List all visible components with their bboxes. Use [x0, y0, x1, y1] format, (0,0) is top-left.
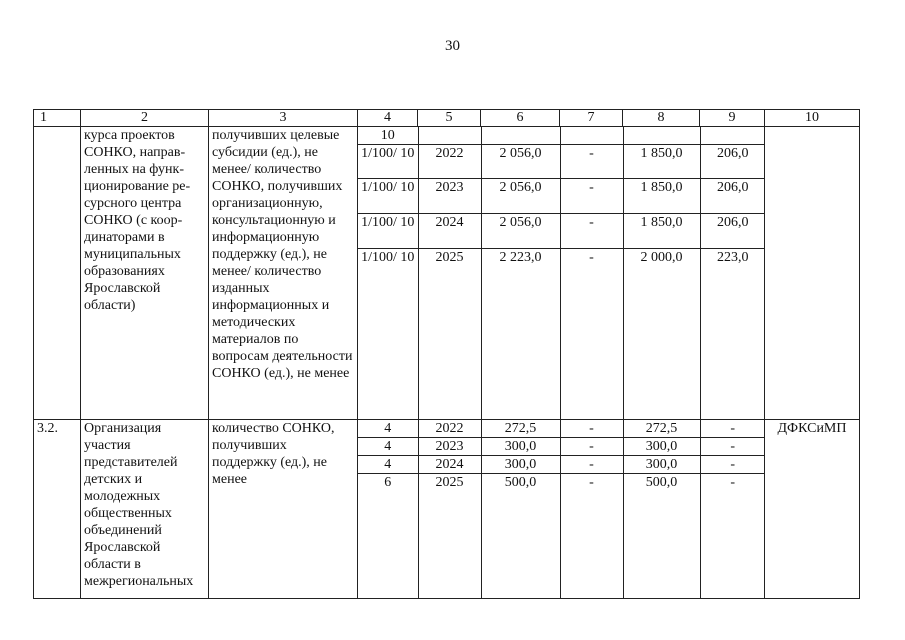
value-cell: 4 [358, 420, 418, 438]
value-cell: 2022 [418, 145, 481, 179]
sub-row [358, 438, 765, 456]
value-cell: 300,0 [481, 456, 560, 474]
value-cell [560, 127, 623, 145]
value-cell: 2 056,0 [481, 145, 560, 179]
program-table [33, 109, 860, 599]
value-cell: 272,5 [623, 420, 700, 438]
value-cell: - [560, 179, 623, 214]
header-cell: 4 [358, 110, 418, 127]
value-cell: 300,0 [481, 438, 560, 456]
value-cell: 4 [358, 456, 418, 474]
header-cell: 2 [81, 110, 209, 127]
value-cell: - [560, 420, 623, 438]
value-cell: 6 [358, 474, 418, 599]
value-cell: 1/100/ 10 [358, 214, 418, 249]
indicator-cell: количество СОНКО, получивших поддержку (ед.), не менее [209, 420, 358, 599]
sub-row [358, 420, 765, 438]
header-cell: 10 [765, 110, 860, 127]
value-cell: - [560, 214, 623, 249]
value-cell: - [700, 474, 765, 599]
sub-row [358, 127, 765, 145]
measure-name-cell: Организация участия представителей детских и молодежных общественных объединений Ярославской области в межрегиональных [81, 420, 209, 599]
value-cell: - [700, 438, 765, 456]
value-cell: - [560, 249, 623, 420]
value-cell: 10 [358, 127, 418, 145]
sub-row [358, 214, 765, 249]
value-cell: 1/100/ 10 [358, 145, 418, 179]
value-cell: - [560, 456, 623, 474]
value-cell: 1/100/ 10 [358, 249, 418, 420]
value-cell: 2024 [418, 456, 481, 474]
sub-row [358, 474, 765, 599]
value-cell [623, 127, 700, 145]
table-row [34, 127, 860, 420]
value-cell: 300,0 [623, 438, 700, 456]
executor-cell [765, 127, 860, 420]
header-cell: 5 [418, 110, 481, 127]
value-cell [700, 127, 765, 145]
header-cell: 6 [481, 110, 560, 127]
value-cell: 2023 [418, 179, 481, 214]
subrows-table [358, 420, 765, 598]
value-cell: 2 223,0 [481, 249, 560, 420]
value-cell: 2022 [418, 420, 481, 438]
value-cell: - [560, 145, 623, 179]
value-cell: 500,0 [481, 474, 560, 599]
value-cell: 2023 [418, 438, 481, 456]
value-cell: - [560, 474, 623, 599]
value-cell: 500,0 [623, 474, 700, 599]
header-cell: 8 [623, 110, 700, 127]
value-cell: 2025 [418, 249, 481, 420]
value-cell [481, 127, 560, 145]
value-cell: 206,0 [700, 179, 765, 214]
sub-row [358, 249, 765, 420]
value-cell: 1/100/ 10 [358, 179, 418, 214]
value-cell: 4 [358, 438, 418, 456]
value-cell: - [560, 438, 623, 456]
value-cell: 1 850,0 [623, 179, 700, 214]
page-number: 30 [445, 38, 460, 54]
value-cell: 2025 [418, 474, 481, 599]
row-number-cell [34, 127, 81, 420]
value-cell [418, 127, 481, 145]
value-cell: 206,0 [700, 214, 765, 249]
row-number-cell: 3.2. [34, 420, 81, 599]
header-cell: 3 [209, 110, 358, 127]
subrows-table [358, 127, 765, 419]
sub-row [358, 145, 765, 179]
header-cell: 1 [34, 110, 81, 127]
measure-name-cell: курса проектов СОНКО, направ-ленных на функ-ционирование ре-сурсного центра СОНКО (с коор-динаторами в муниципальных образованиях Ярославской области) [81, 127, 209, 420]
value-cell: 1 850,0 [623, 214, 700, 249]
value-cell: 2024 [418, 214, 481, 249]
value-cell: 2 056,0 [481, 214, 560, 249]
table-row [34, 420, 860, 599]
executor-cell: ДФКСиМП [765, 420, 860, 599]
sub-row [358, 179, 765, 214]
value-cell: - [700, 456, 765, 474]
value-cell: - [700, 420, 765, 438]
value-cell: 223,0 [700, 249, 765, 420]
value-cell: 206,0 [700, 145, 765, 179]
header-cell: 7 [560, 110, 623, 127]
value-cell: 1 850,0 [623, 145, 700, 179]
header-cell: 9 [700, 110, 765, 127]
value-cell: 300,0 [623, 456, 700, 474]
value-cell: 2 000,0 [623, 249, 700, 420]
value-cell: 2 056,0 [481, 179, 560, 214]
value-cell: 272,5 [481, 420, 560, 438]
indicator-cell: получивших целевые субсидии (ед.), не менее/ количество СОНКО, получивших организационную, консультационную и информационную поддержку (ед.), не менее/ количество изданных информационных и методических материалов по вопросам деятельности СОНКО (ед.), не менее [209, 127, 358, 420]
header-row [34, 110, 860, 127]
sub-row [358, 456, 765, 474]
